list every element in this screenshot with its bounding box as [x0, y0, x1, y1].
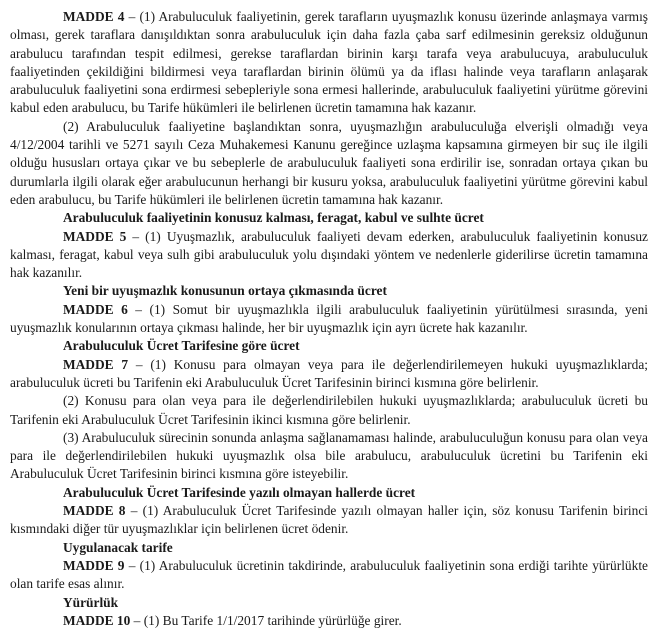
article-label: MADDE 6: [63, 301, 128, 317]
article-text: – (1) Somut bir uyuşmazlıkla ilgili arabuluculuk faaliyetinin yürütülmesi sırasında, yeni uyuşmazlık konularının ortaya çıkması halinde, her bir uyuşmazlık için ayrı ücrete hak kazanılır.: [10, 301, 649, 336]
article-text: – (1) Uyuşmazlık, arabuluculuk faaliyeti devam ederken, arabuluculuk faaliyetinin konusuz kalması, feragat, kabul veya sulh gibi arabuluculuk yolu dışındaki yöntem ve nedenlerle giderilirse ücretin tamamına hak kazanılır.: [10, 228, 648, 281]
article-label: MADDE 7: [63, 356, 129, 372]
section-heading: Uygulanacak tarife: [63, 539, 173, 555]
article-label: MADDE 5: [63, 228, 127, 244]
article-5-paragraph-1: [10, 228, 648, 283]
article-text: – (1) Bu Tarife 1/1/2017 tarihinde yürürlüğe girer.: [130, 612, 402, 628]
article-7-paragraph-2: (2) Konusu para olan veya para ile değerlendirilebilen hukuki uyuşmazlıklarda; arabuluculuk ücreti bu Tarifenin eki Arabuluculuk Ücret Tarifesinin ikinci kısmına göre belirlenir.: [10, 393, 648, 427]
section-heading: Yeni bir uyuşmazlık konusunun ortaya çıkmasında ücret: [63, 283, 387, 299]
article-text: – (1) Arabuluculuk ücretinin takdirinde, arabuluculuk faaliyetinin sona erdiği tarihte yürürlükte olan tarife esas alınır.: [10, 557, 648, 592]
article-text: – (1) Konusu para olmayan veya para ile değerlendirilemeyen hukuki uyuşmazlıklarda; arabuluculuk ücreti bu Tarifenin eki Arabuluculuk Ücret Tarifesinin birinci kısmına göre belirlenir.: [10, 356, 648, 390]
article-text: – (1) Arabuluculuk Ücret Tarifesinde yazılı olmayan haller için, söz konusu Tarifenin birinci kısmındaki diğer tür uyuşmazlıklar için belirlenen ücret ödenir.: [10, 503, 648, 537]
article-9-paragraph-1: [10, 557, 648, 594]
article-text: – (1) Arabuluculuk faaliyetinin, gerek tarafların uyuşmazlık konusu üzerinde anlaşmaya varmış olması, gerek taraflara danışıldıktan sonra arabuluculuk için daha fazla çaba sarf edilmesinin gereksiz olduğunun arabulucu tarafından tespit edilmesi, gerekse taraflardan birinin karşı tarafa veya arabulucuya, arabuluculuk faaliyetinden çekildiğini bildirmesi veya taraflardan birinin ölümü ya da iflası halinde veya tarafların anlaşarak arabuluculuk faaliyetini sona erdirmesi sebepleriyle sona ermesi hallerinde, arabuluculuk faaliyetini yürütme görevini kabul eden arabulucu, bu Tarife hükümleri ile belirlenen ücretin tamamına hak kazanır.: [10, 9, 648, 116]
article-label: MADDE 8: [63, 503, 126, 519]
article-7-paragraph-1: [10, 356, 648, 393]
article-4-paragraph-1: [10, 8, 648, 118]
section-heading: Yürürlük: [63, 594, 119, 610]
article-6-paragraph-1: [10, 301, 648, 338]
article-10-paragraph-1: [10, 612, 648, 630]
article-4-paragraph-2: (2) Arabuluculuk faaliyetine başlandıktan sonra, uyuşmazlığın arabuluculuğa elverişli olmadığı veya 4/12/2004 tarihli ve 5271 sayılı Ceza Muhakemesi Kanunu gereğince uzlaşma kapsamına girmeyen bir suç ile ilgili olduğu hususları ortaya çıkar ve bu sebeplerle de arabuluculuk faaliyeti sona erdirilir ise, sonradan ortaya çıkan bu durumlarla ilgili olarak eğer arabulucunun herhangi bir kusuru yoksa, arabuluculuk faaliyetini yürütme görevini kabul eden arabulucu, bu Tarife hükümleri ile belirlenen ücretin tamamına hak kazanır.: [10, 118, 648, 207]
article-8-paragraph-1: [10, 502, 648, 539]
article-label: MADDE 9: [63, 557, 125, 573]
section-heading: Arabuluculuk Ücret Tarifesine göre ücret: [63, 338, 300, 354]
article-label: MADDE 4: [63, 9, 125, 24]
section-heading: Arabuluculuk Ücret Tarifesinde yazılı olmayan hallerde ücret: [63, 484, 416, 500]
article-label: MADDE 10: [63, 612, 131, 628]
section-heading: Arabuluculuk faaliyetinin konusuz kalması, feragat, kabul ve sulhte ücret: [63, 210, 484, 226]
article-7-paragraph-3: (3) Arabuluculuk sürecinin sonunda anlaşma sağlanamaması halinde, arabuluculuğun konusu para olan veya para ile değerlendirilebilen hukuki uyuşmazlık olsa bile arabulucu, arabuluculuk ücretini bu Tarifenin eki Arabuluculuk Ücret Tarifesinin birinci kısmına göre isteyebilir.: [10, 429, 648, 482]
